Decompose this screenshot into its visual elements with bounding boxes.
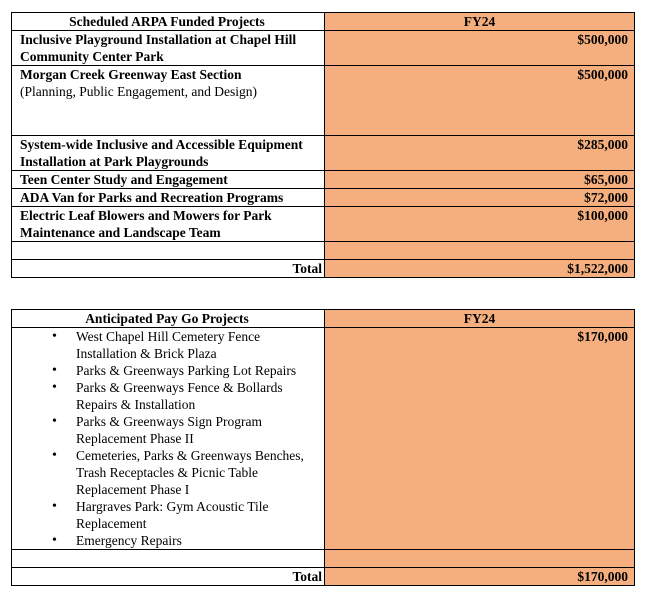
paygo-amount: $170,000 bbox=[325, 328, 635, 550]
total-amount: $1,522,000 bbox=[325, 260, 635, 278]
total-label: Total bbox=[12, 568, 325, 586]
arpa-header: Scheduled ARPA Funded Projects bbox=[12, 13, 325, 31]
project-title: Electric Leaf Blowers and Mowers for Park Maintenance and Landscape Team bbox=[12, 207, 325, 242]
table-header-row bbox=[12, 13, 635, 31]
total-label: Total bbox=[12, 260, 325, 278]
empty-row bbox=[12, 550, 635, 568]
total-row bbox=[12, 568, 635, 586]
table-row bbox=[12, 189, 635, 207]
project-amount: $500,000 bbox=[325, 31, 635, 66]
project-amount: $72,000 bbox=[325, 189, 635, 207]
fy-header: FY24 bbox=[325, 310, 635, 328]
paygo-header: Anticipated Pay Go Projects bbox=[12, 310, 325, 328]
fy-header: FY24 bbox=[325, 13, 635, 31]
list-item: • Emergency Repairs bbox=[76, 532, 322, 549]
project-title: Inclusive Playground Installation at Chapel Hill Community Center Park bbox=[12, 31, 325, 66]
project-amount: $65,000 bbox=[325, 171, 635, 189]
list-item: • Parks & Greenways Sign Program Replacement Phase II bbox=[76, 413, 322, 447]
table-header-row bbox=[12, 310, 635, 328]
table-row bbox=[12, 136, 635, 171]
table-row bbox=[12, 171, 635, 189]
project-amount: $500,000 bbox=[325, 66, 635, 136]
list-item: • Parks & Greenways Parking Lot Repairs bbox=[76, 362, 322, 379]
list-item: • Hargraves Park: Gym Acoustic Tile Replacement bbox=[76, 498, 322, 532]
project-title: ADA Van for Parks and Recreation Programs bbox=[12, 189, 325, 207]
paygo-projects-table bbox=[11, 309, 635, 586]
table-row bbox=[12, 31, 635, 66]
list-item: • West Chapel Hill Cemetery Fence Installation & Brick Plaza bbox=[76, 328, 322, 362]
total-row bbox=[12, 260, 635, 278]
list-item: • Cemeteries, Parks & Greenways Benches, Trash Receptacles & Picnic Table Replacement Phase I bbox=[76, 447, 322, 498]
empty-row bbox=[12, 242, 635, 260]
project-title: System-wide Inclusive and Accessible Equipment Installation at Park Playgrounds bbox=[12, 136, 325, 171]
list-item: • Parks & Greenways Fence & Bollards Repairs & Installation bbox=[76, 379, 322, 413]
project-title: Teen Center Study and Engagement bbox=[12, 171, 325, 189]
arpa-projects-table bbox=[11, 12, 635, 278]
paygo-list bbox=[20, 328, 322, 549]
total-amount: $170,000 bbox=[325, 568, 635, 586]
project-amount: $100,000 bbox=[325, 207, 635, 242]
table-row bbox=[12, 328, 635, 550]
project-subtitle: (Planning, Public Engagement, and Design) bbox=[20, 84, 257, 99]
table-row bbox=[12, 207, 635, 242]
table-row bbox=[12, 66, 635, 136]
project-title: Morgan Creek Greenway East Section bbox=[20, 67, 242, 82]
project-amount: $285,000 bbox=[325, 136, 635, 171]
